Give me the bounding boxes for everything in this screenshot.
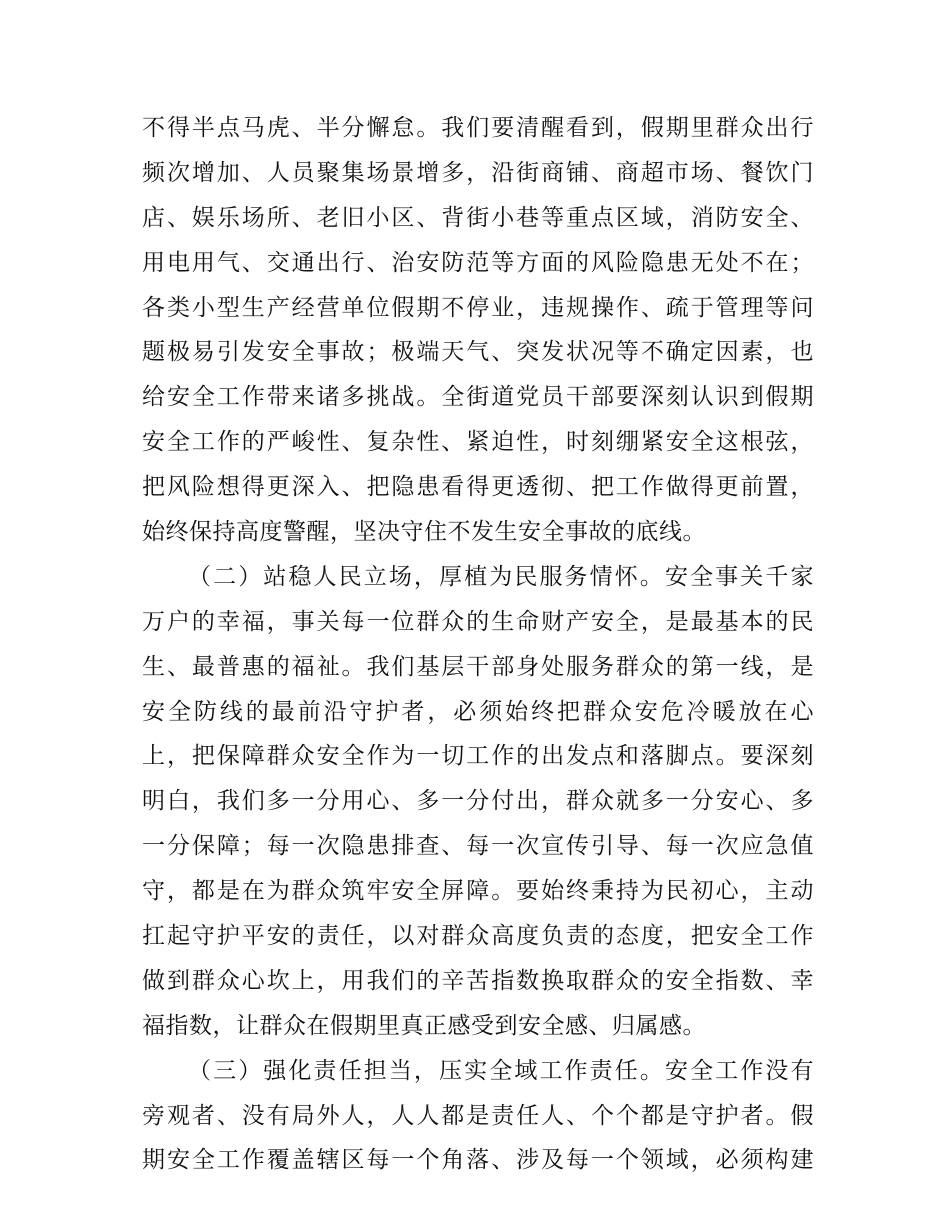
text-line: 期安全工作覆盖辖区每一个角落、涉及每一个领域，必须构建: [142, 1147, 814, 1174]
text-line: 明白，我们多一分用心、多一分付出，群众就多一分安心、多: [142, 788, 814, 815]
body-text: [142, 106, 814, 1183]
section-heading-line: （三）强化责任担当，压实全域工作责任。安全工作没有: [188, 1057, 814, 1084]
text-line: 安全工作的严峻性、复杂性、紧迫性，时刻绷紧安全这根弦，: [142, 429, 814, 456]
text-line: 不得半点马虎、半分懈怠。我们要清醒看到，假期里群众出行: [142, 115, 814, 141]
text-line: 旁观者、没有局外人，人人都是责任人、个个都是守护者。假: [142, 1102, 814, 1129]
text-line: 给安全工作带来诸多挑战。全街道党员干部要深刻认识到假期: [142, 384, 814, 411]
text-line: 上，把保障群众安全作为一切工作的出发点和落脚点。要深刻: [142, 743, 814, 770]
text-line: 福指数，让群众在假期里真正感受到安全感、归属感。: [142, 1012, 706, 1039]
text-line: 题极易引发安全事故；极端天气、突发状况等不确定因素，也: [142, 339, 814, 366]
text-line: 一分保障；每一次隐患排查、每一次宣传引导、每一次应急值: [142, 833, 814, 860]
text-line: 始终保持高度警醒，坚决守住不发生安全事故的底线。: [142, 519, 706, 546]
text-line: 万户的幸福，事关每一位群众的生命财产安全，是最基本的民: [142, 608, 814, 635]
text-line: 守，都是在为群众筑牢安全屏障。要始终秉持为民初心，主动: [142, 878, 814, 905]
text-line: 把风险想得更深入、把隐患看得更透彻、把工作做得更前置，: [142, 474, 814, 501]
text-line: 扛起守护平安的责任，以对群众高度负责的态度，把安全工作: [142, 923, 814, 950]
text-line: 用电用气、交通出行、治安防范等方面的风险隐患无处不在；: [142, 249, 814, 276]
text-line: 安全防线的最前沿守护者，必须始终把群众安危冷暖放在心: [142, 698, 814, 725]
text-line: 做到群众心坎上，用我们的辛苦指数换取群众的安全指数、幸: [142, 967, 814, 994]
text-line: 频次增加、人员聚集场景增多，沿街商铺、商超市场、餐饮门: [142, 159, 814, 186]
text-line: 店、娱乐场所、老旧小区、背街小巷等重点区域，消防安全、: [142, 204, 814, 231]
text-line: 各类小型生产经营单位假期不停业，违规操作、疏于管理等问: [142, 294, 814, 321]
text-line: 生、最普惠的福祉。我们基层干部身处服务群众的第一线，是: [142, 653, 814, 680]
section-heading-line: （二）站稳人民立场，厚植为民服务情怀。安全事关千家: [188, 563, 814, 590]
